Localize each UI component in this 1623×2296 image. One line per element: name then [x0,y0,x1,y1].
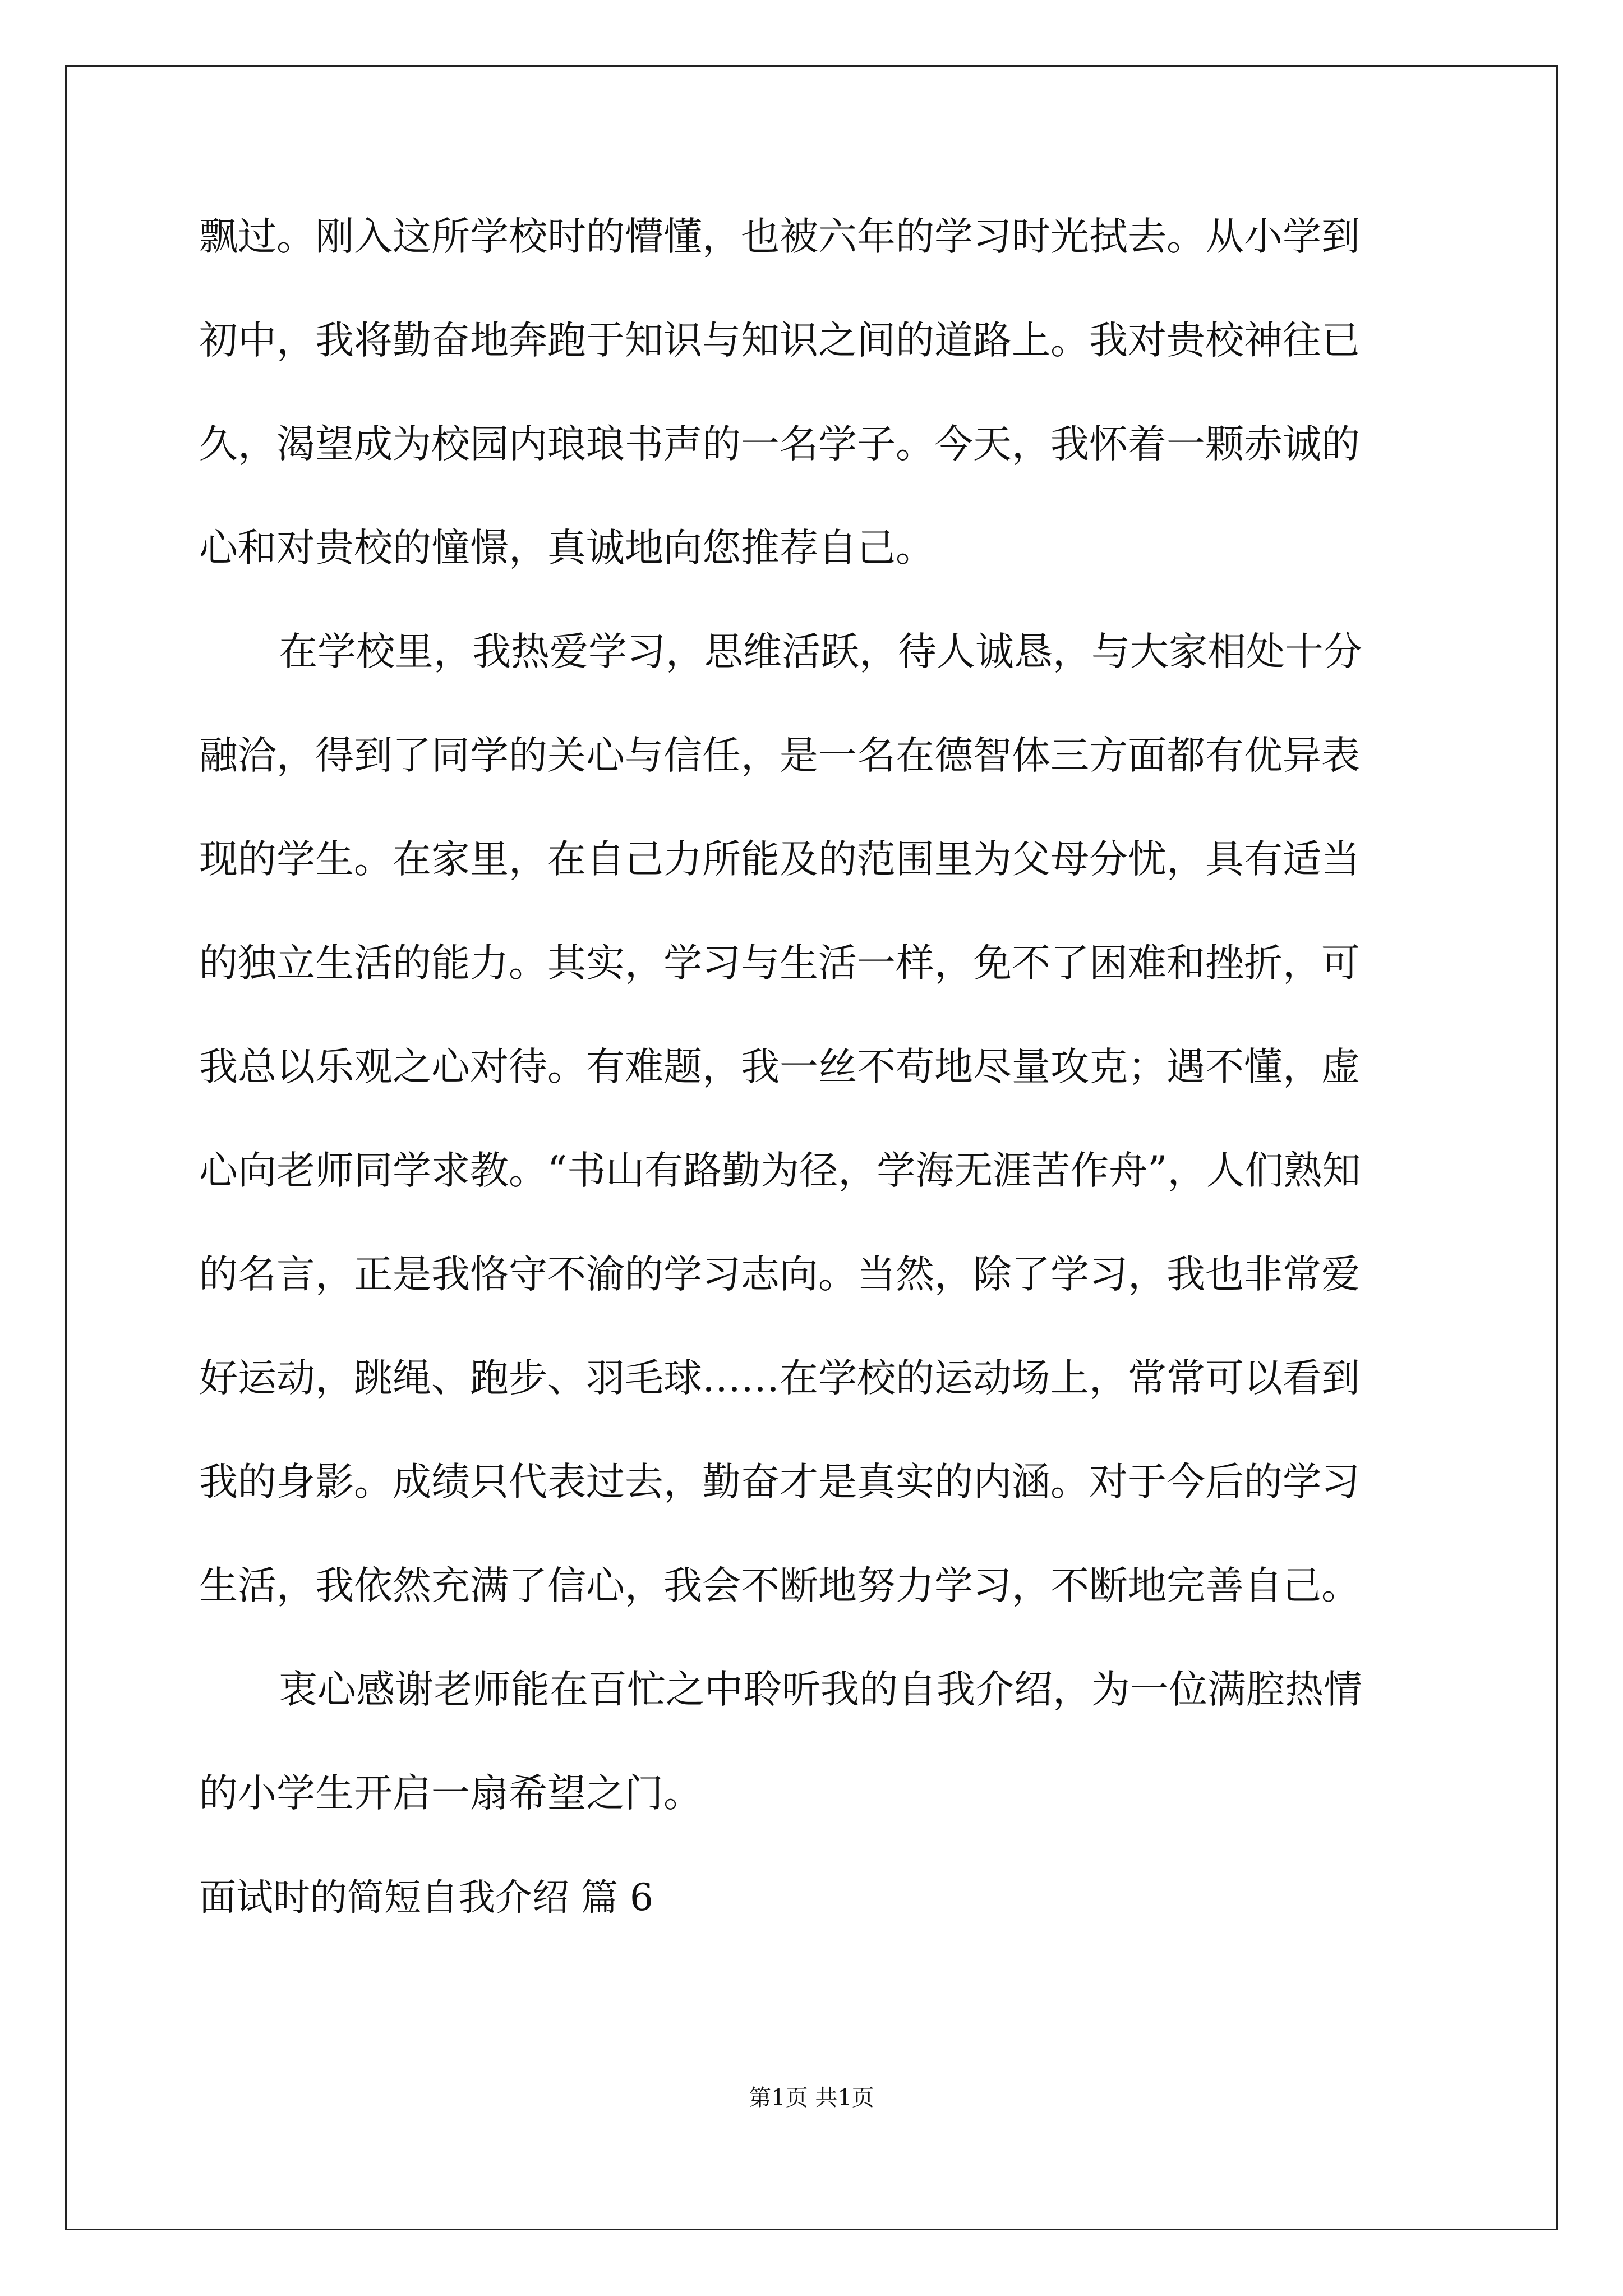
text-line: 我的身影。成绩只代表过去，勤奋才是真实的内涵。对于今后的学习 [199,1460,1360,1504]
text-line: 飘过。刚入这所学校时的懵懂，也被六年的学习时光拭去。从小学到 [199,214,1360,259]
text-line: 心和对贵校的憧憬，真诚地向您推荐自己。 [199,526,934,570]
paragraph-start-line: 在学校里，我热爱学习，思维活跃，待人诚恳，与大家相处十分 [279,629,1362,674]
text-line: 的名言，正是我恪守不渝的学习志向。当然，除了学习，我也非常爱 [199,1252,1360,1297]
text-line: 的独立生活的能力。其实，学习与生活一样，免不了困难和挫折，可 [199,941,1360,986]
text-line: 心向老师同学求教。“书山有路勤为径，学海无涯苦作舟”，人们熟知 [199,1148,1361,1193]
paragraph-start-line: 衷心感谢老师能在百忙之中聆听我的自我介绍，为一位满腔热情 [279,1667,1362,1712]
text-line: 好运动，跳绳、跑步、羽毛球……在学校的运动场上，常常可以看到 [199,1356,1360,1401]
text-line: 现的学生。在家里，在自己力所能及的范围里为父母分忧，具有适当 [199,837,1360,882]
text-line: 初中，我将勤奋地奔跑于知识与知识之间的道路上。我对贵校神往已 [199,318,1360,363]
document-body [199,185,1422,1949]
text-line: 久，渴望成为校园内琅琅书声的一名学子。今天，我怀着一颗赤诚的 [199,422,1360,467]
page-footer: 第1页 共1页 [749,2085,874,2111]
text-line: 的小学生开启一扇希望之门。 [199,1771,702,1816]
section-heading: 面试时的简短自我介绍 篇 6 [199,1876,653,1919]
text-line: 融洽，得到了同学的关心与信任，是一名在德智体三方面都有优异表 [199,733,1360,778]
text-line: 我总以乐观之心对待。有难题，我一丝不苟地尽量攻克；遇不懂，虚 [199,1045,1360,1089]
text-line: 生活，我依然充满了信心，我会不断地努力学习，不断地完善自己。 [199,1563,1360,1608]
